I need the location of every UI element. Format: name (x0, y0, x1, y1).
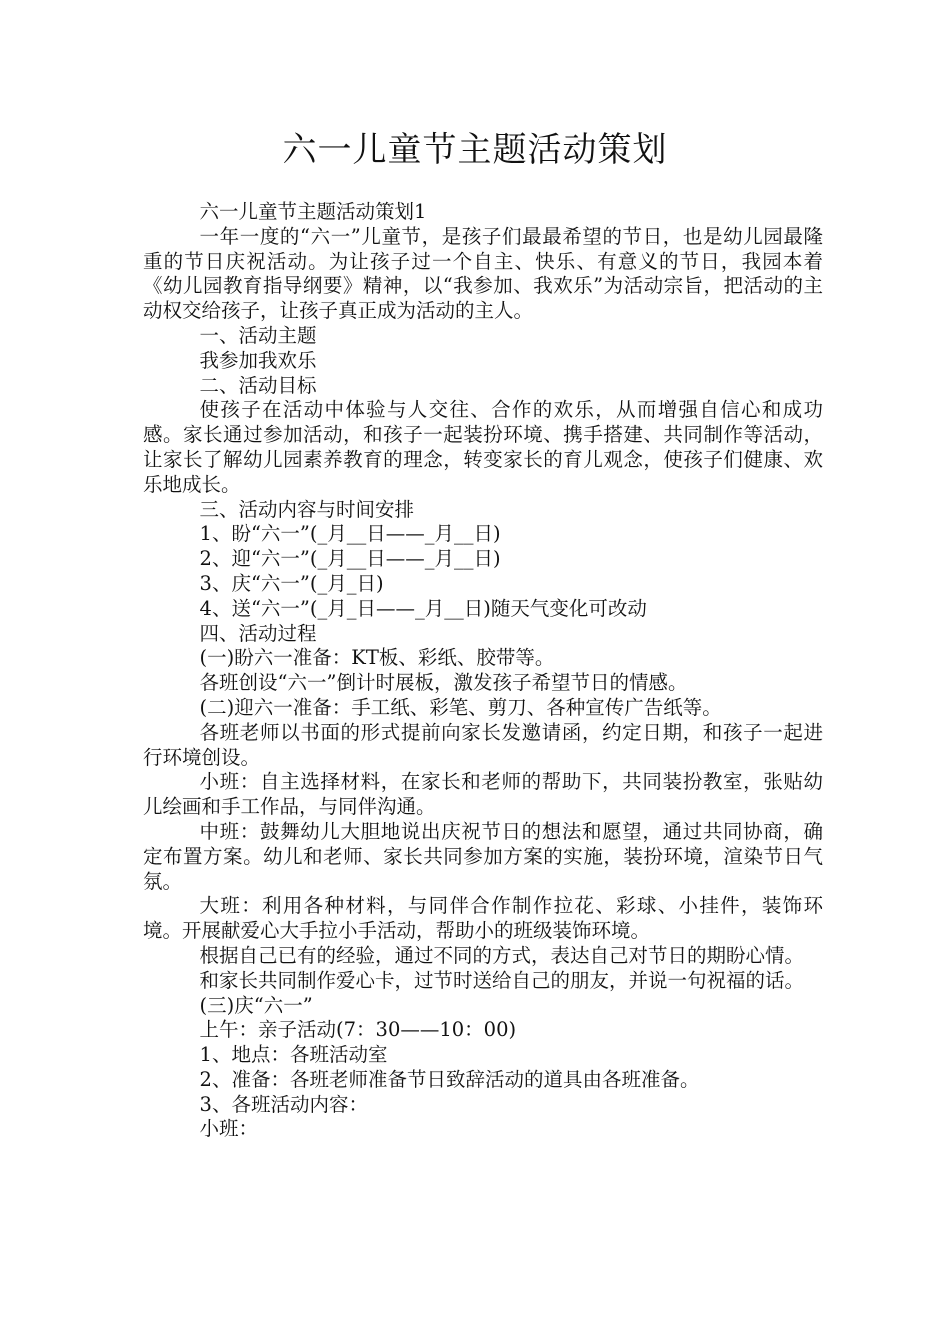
paragraph: 和家长共同制作爱心卡，过节时送给自己的朋友，并说一句祝福的话。 (199, 968, 805, 992)
paragraph: 六一儿童节主题活动策划1 (199, 200, 427, 223)
paragraph: (三)庆“六一” (199, 993, 313, 1017)
paragraph: 一年一度的“六一”儿童节，是孩子们最最希望的节日，也是幼儿园最隆重的节日庆祝活动。为让孩子过一个自主、快乐、有意义的节日，我园本着《幼儿园教育指导纲要》精神，以“我参加、我欢乐”为活动宗旨，把活动的主动权交给孩子，让孩子真正成为活动的主人。 (143, 224, 823, 323)
paragraph: 大班：利用各种材料，与同伴合作制作拉花、彩球、小挂件，装饰环境。开展献爱心大手拉小手活动，帮助小的班级装饰环境。 (143, 894, 823, 943)
paragraph: 各班创设“六一”倒计时展板，激发孩子希望节日的情感。 (199, 671, 688, 695)
paragraph: 各班老师以书面的形式提前向家长发邀请函，约定日期，和孩子一起进行环境创设。 (143, 720, 823, 769)
paragraph: 根据自己已有的经验，通过不同的方式，表达自己对节日的期盼心情。 (199, 943, 805, 967)
paragraph: 上午：亲子活动(7：30——10：00) (199, 1018, 517, 1042)
list-item: 1、地点：各班活动室 (199, 1043, 388, 1067)
paragraph: (二)迎六一准备：手工纸、彩笔、剪刀、各种宣传广告纸等。 (199, 695, 722, 719)
list-item: 4、送“六一”(_月_日——_月__日)随天气变化可改动 (199, 596, 647, 620)
paragraph: (一)盼六一准备：KT板、彩纸、胶带等。 (199, 646, 555, 670)
section-heading: 二、活动目标 (199, 373, 317, 397)
list-item: 3、各班活动内容： (199, 1092, 368, 1116)
document-body (143, 200, 823, 1142)
section-heading: 四、活动过程 (199, 621, 317, 645)
paragraph: 我参加我欢乐 (199, 348, 317, 372)
paragraph: 使孩子在活动中体验与人交往、合作的欢乐，从而增强自信心和成功感。家长通过参加活动，和孩子一起装扮环境、携手搭建、共同制作等活动，让家长了解幼儿园素养教育的理念，转变家长的育儿观念，使孩子们健康、欢乐地成长。 (143, 398, 823, 496)
list-item: 3、庆“六一”(_月_日) (199, 571, 384, 595)
document-title: 六一儿童节主题活动策划 (282, 130, 668, 170)
paragraph: 中班：鼓舞幼儿大胆地说出庆祝节日的想法和愿望，通过共同协商，确定布置方案。幼儿和老师、家长共同参加方案的实施，装扮环境，渲染节日气氛。 (143, 819, 823, 893)
list-item: 2、准备：各班老师准备节日致辞活动的道具由各班准备。 (199, 1067, 700, 1091)
list-item: 2、迎“六一”(_月__日——_月__日) (199, 547, 501, 571)
paragraph: 小班：自主选择材料，在家长和老师的帮助下，共同装扮教室，张贴幼儿绘画和手工作品，与同伴沟通。 (143, 770, 823, 819)
section-heading: 一、活动主题 (199, 323, 317, 347)
paragraph: 小班： (199, 1117, 259, 1141)
list-item: 1、盼“六一”(_月__日——_月__日) (199, 522, 501, 546)
section-heading: 三、活动内容与时间安排 (199, 497, 415, 521)
